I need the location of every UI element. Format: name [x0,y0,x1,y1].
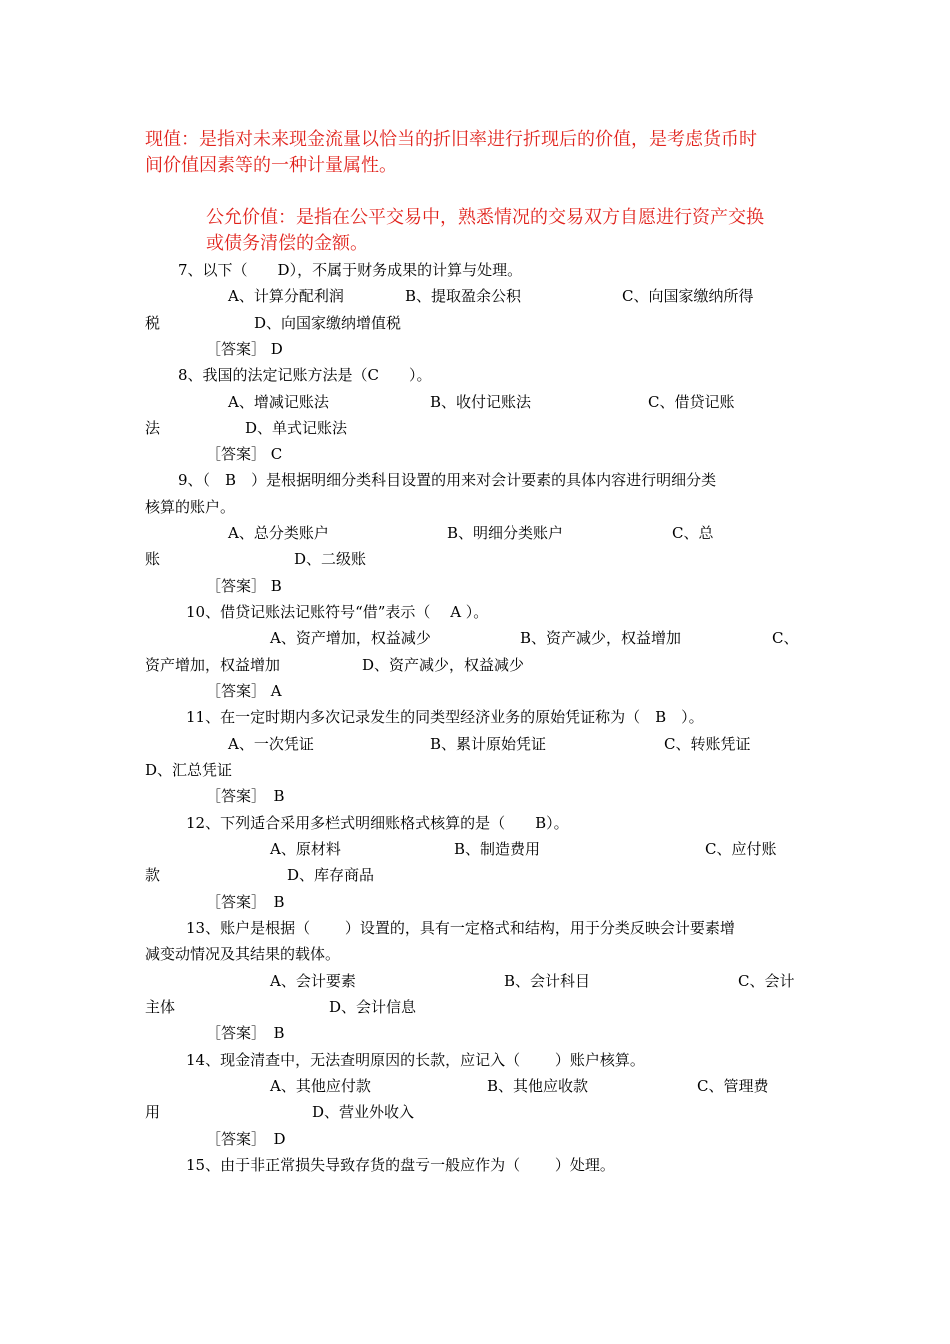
option: D、单式记账法 [245,419,348,437]
definition-line: 或债务清偿的金额。 [206,233,368,254]
option: D、向国家缴纳增值税 [254,314,402,332]
option: C、借贷记账 [648,393,735,411]
option: 法 [145,419,161,437]
definition-line: 现值：是指对未来现金流量以恰当的折旧率进行折现后的价值，是考虑货币时 [145,129,757,150]
option: A、增减记账法 [228,393,329,411]
option: D、二级账 [294,550,367,568]
answer: ［答案］ B [206,577,282,595]
option: 款 [145,866,161,884]
option: C、会计 [738,972,795,990]
question-stem: 11、在一定时期内多次记录发生的同类型经济业务的原始凭证称为（ B ）。 [186,708,704,726]
option: B、提取盈余公积 [405,287,522,305]
option: D、汇总凭证 [145,761,233,779]
option: C、 [772,629,799,647]
option: D、会计信息 [329,998,417,1016]
option: A、原材料 [270,840,341,858]
question-stem: 14、现金清查中，无法查明原因的长款，应记入（ ）账户核算。 [186,1051,645,1069]
option: B、收付记账法 [430,393,532,411]
option: C、管理费 [697,1077,769,1095]
question-stem: 8、我国的法定记账方法是（C ）。 [178,366,432,384]
question-stem: 13、账户是根据（ ）设置的，具有一定格式和结构，用于分类反映会计要素增 [186,919,735,937]
answer: ［答案］ B [206,893,285,911]
option: B、累计原始凭证 [430,735,547,753]
option: 用 [145,1103,161,1121]
question-stem: 12、下列适合采用多栏式明细账格式核算的是（ B）。 [186,814,569,832]
question-stem: 核算的账户。 [145,498,236,516]
option: B、制造费用 [454,840,541,858]
option: A、计算分配利润 [228,287,344,305]
option: A、一次凭证 [228,735,314,753]
option: B、会计科目 [504,972,591,990]
option: A、会计要素 [270,972,356,990]
option: D、库存商品 [287,866,375,884]
question-stem: 减变动情况及其结果的载体。 [145,945,341,963]
answer: ［答案］ D [206,1130,286,1148]
answer: ［答案］ B [206,787,285,805]
option: C、应付账 [705,840,777,858]
option: B、资产减少，权益增加 [520,629,682,647]
answer: ［答案］ B [206,1024,285,1042]
option: 税 [145,314,161,332]
question-stem: 9、（ B ）是根据明细分类科目设置的用来对会计要素的具体内容进行明细分类 [178,471,717,489]
option: B、其他应收款 [487,1077,589,1095]
option: D、营业外收入 [312,1103,415,1121]
question-stem: 10、借贷记账法记账符号“借”表示（ A ）。 [186,603,489,621]
question-stem: 15、由于非正常损失导致存货的盘亏一般应作为（ ）处理。 [186,1156,615,1174]
option: C、总 [672,524,714,542]
option: B、明细分类账户 [447,524,564,542]
option: 资产增加，权益增加 [145,656,281,674]
definition-line: 间价值因素等的一种计量属性。 [145,155,397,176]
option: 主体 [145,998,176,1016]
answer: ［答案］ C [206,445,283,463]
question-stem: 7、以下（ D），不属于财务成果的计算与处理。 [178,261,523,279]
definition-line: 公允价值：是指在公平交易中，熟悉情况的交易双方自愿进行资产交换 [206,207,764,228]
option: C、转账凭证 [664,735,751,753]
option: A、资产增加，权益减少 [270,629,431,647]
answer: ［答案］ D [206,340,283,358]
option: D、资产减少，权益减少 [362,656,525,674]
option: A、总分类账户 [228,524,329,542]
option: A、其他应付款 [270,1077,371,1095]
answer: ［答案］ A [206,682,282,700]
option: C、向国家缴纳所得 [622,287,754,305]
option: 账 [145,550,161,568]
